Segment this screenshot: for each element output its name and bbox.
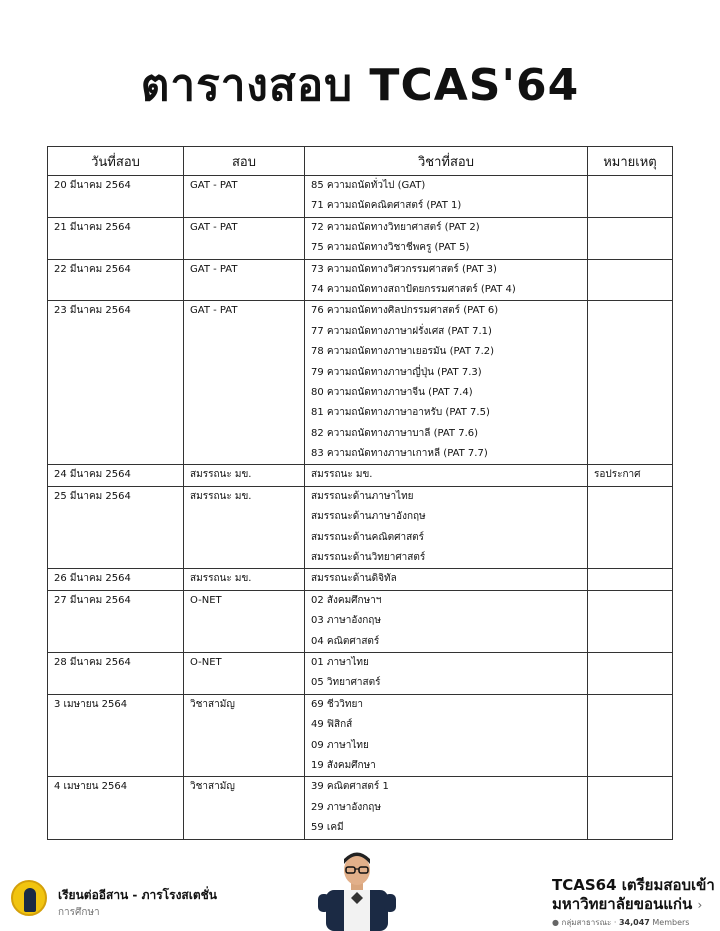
exam-subject: 79 ความถนัดทางภาษาญี่ปุ่น (PAT 7.3) — [311, 366, 482, 378]
exam-subject: สมรรถนะด้านดิจิทัล — [311, 573, 397, 585]
table-row — [48, 486, 673, 569]
exam-date-cell — [48, 465, 184, 486]
exam-note: รอประกาศ — [594, 469, 641, 481]
header-date: วันที่สอบ — [48, 147, 184, 176]
exam-subject: 05 วิทยาศาสตร์ — [311, 677, 381, 689]
exam-note — [594, 301, 672, 321]
exam-date: 21 มีนาคม 2564 — [54, 221, 131, 233]
chevron-right-icon: › — [697, 898, 703, 912]
exam-type-cell — [184, 590, 305, 652]
exam-type-cell — [184, 569, 305, 590]
exam-subjects-cell — [305, 569, 588, 590]
exam-date: 27 มีนาคม 2564 — [54, 594, 131, 606]
exam-type: สมรรถนะ มข. — [190, 469, 252, 481]
table-row — [48, 590, 673, 652]
exam-subjects-cell — [305, 652, 588, 694]
exam-subject: 49 ฟิสิกส์ — [311, 719, 353, 731]
exam-date-cell — [48, 694, 184, 777]
table-row — [48, 259, 673, 301]
group-category: การศึกษา — [58, 907, 100, 918]
exam-note-cell — [588, 217, 673, 259]
exam-type-cell — [184, 694, 305, 777]
exam-type: GAT - PAT — [190, 180, 238, 191]
exam-subjects-cell — [305, 777, 588, 839]
exam-subject: สมรรถนะด้านภาษาอังกฤษ — [311, 511, 426, 523]
exam-subject: 19 สังคมศึกษา — [311, 759, 376, 771]
exam-schedule-table — [47, 146, 673, 840]
header-note: หมายเหตุ — [588, 147, 673, 176]
exam-subject: 83 ความถนัดทางภาษาเกาหลี (PAT 7.7) — [311, 448, 488, 460]
group-avatar[interactable] — [11, 880, 47, 916]
member-count: 34,047 — [618, 918, 650, 927]
exam-subject: 81 ความถนัดทางภาษาอาหรับ (PAT 7.5) — [311, 407, 490, 419]
exam-date: 22 มีนาคม 2564 — [54, 263, 131, 275]
exam-subject: สมรรถนะด้านวิทยาศาสตร์ — [311, 552, 426, 564]
exam-note-cell — [588, 694, 673, 777]
exam-subject: สมรรถนะด้านภาษาไทย — [311, 490, 414, 502]
globe-icon: ● — [552, 918, 559, 927]
exam-date: 26 มีนาคม 2564 — [54, 573, 131, 585]
exam-type: วิชาสามัญ — [190, 781, 235, 793]
exam-subject: 04 คณิตศาสตร์ — [311, 635, 380, 647]
exam-subject: 85 ความถนัดทั่วไป (GAT) — [311, 180, 426, 191]
table-row — [48, 301, 673, 465]
exam-subject: 02 สังคมศึกษาฯ — [311, 594, 382, 606]
exam-subjects-cell — [305, 465, 588, 486]
exam-subject: 39 คณิตศาสตร์ 1 — [311, 781, 389, 793]
facebook-post-footer — [0, 842, 720, 931]
exam-subject: สมรรถนะด้านคณิตศาสตร์ — [311, 531, 425, 543]
exam-type: สมรรถนะ มข. — [190, 573, 252, 585]
post-title-line1: TCAS64 เตรียมสอบเข้า — [552, 876, 715, 894]
exam-subject: 73 ความถนัดทางวิศวกรรมศาสตร์ (PAT 3) — [311, 263, 497, 275]
exam-date: 24 มีนาคม 2564 — [54, 469, 131, 481]
header-exam: สอบ — [184, 147, 305, 176]
exam-note — [594, 218, 672, 238]
exam-date: 3 เมษายน 2564 — [54, 698, 128, 710]
exam-subject: 29 ภาษาอังกฤษ — [311, 801, 381, 813]
exam-date-cell — [48, 217, 184, 259]
exam-subject: สมรรถนะ มข. — [311, 469, 373, 481]
exam-note-cell — [588, 777, 673, 839]
exam-type: O-NET — [190, 594, 222, 606]
table-row — [48, 465, 673, 486]
exam-date: 23 มีนาคม 2564 — [54, 305, 131, 317]
exam-subjects-cell — [305, 486, 588, 569]
exam-type-cell — [184, 652, 305, 694]
exam-note — [594, 260, 672, 280]
table-row — [48, 217, 673, 259]
table-row — [48, 694, 673, 777]
exam-note — [594, 777, 672, 797]
exam-date-cell — [48, 176, 184, 218]
exam-subject: 09 ภาษาไทย — [311, 739, 369, 751]
exam-note-cell — [588, 301, 673, 465]
member-label: Members — [649, 918, 690, 927]
exam-note — [594, 653, 672, 673]
exam-subject: 80 ความถนัดทางภาษาจีน (PAT 7.4) — [311, 386, 473, 398]
exam-type: O-NET — [190, 656, 222, 668]
exam-subject: 75 ความถนัดทางวิชาชีพครู (PAT 5) — [311, 242, 470, 254]
exam-note-cell — [588, 259, 673, 301]
exam-note — [594, 695, 672, 715]
exam-date-cell — [48, 259, 184, 301]
exam-date-cell — [48, 590, 184, 652]
exam-note — [594, 487, 672, 507]
exam-type-cell — [184, 486, 305, 569]
privacy-label: กลุ่มสาธารณะ — [561, 918, 612, 927]
exam-subject: 78 ความถนัดทางภาษาเยอรมัน (PAT 7.2) — [311, 346, 495, 358]
exam-subject: 82 ความถนัดทางภาษาบาลี (PAT 7.6) — [311, 427, 479, 439]
exam-type-cell — [184, 217, 305, 259]
exam-date-cell — [48, 652, 184, 694]
exam-subjects-cell — [305, 590, 588, 652]
exam-subject: 71 ความถนัดคณิตศาสตร์ (PAT 1) — [311, 200, 462, 212]
exam-subjects-cell — [305, 176, 588, 218]
table-header-row — [48, 147, 673, 176]
exam-note-cell — [588, 590, 673, 652]
exam-note-cell — [588, 486, 673, 569]
table-row — [48, 652, 673, 694]
exam-type: GAT - PAT — [190, 263, 238, 275]
exam-date: 20 มีนาคม 2564 — [54, 180, 131, 191]
exam-date: 28 มีนาคม 2564 — [54, 656, 131, 668]
exam-note-cell — [588, 569, 673, 590]
exam-note — [594, 569, 672, 589]
exam-subject: 72 ความถนัดทางวิทยาศาสตร์ (PAT 2) — [311, 221, 480, 233]
exam-type-cell — [184, 176, 305, 218]
exam-subject: 76 ความถนัดทางศิลปกรรมศาสตร์ (PAT 6) — [311, 305, 499, 317]
exam-note-cell — [588, 176, 673, 218]
exam-date-cell — [48, 486, 184, 569]
exam-subject: 03 ภาษาอังกฤษ — [311, 615, 381, 627]
presenter-photo — [318, 846, 396, 931]
exam-type: GAT - PAT — [190, 221, 238, 233]
exam-type-cell — [184, 301, 305, 465]
exam-type-cell — [184, 259, 305, 301]
exam-subject: 77 ความถนัดทางภาษาฝรั่งเศส (PAT 7.1) — [311, 325, 492, 337]
table-row — [48, 777, 673, 839]
exam-date: 25 มีนาคม 2564 — [54, 490, 131, 502]
header-subjects: วิชาที่สอบ — [305, 147, 588, 176]
table-row — [48, 176, 673, 218]
exam-note-cell — [588, 465, 673, 486]
page-title: ตารางสอบ TCAS'64 — [140, 60, 580, 111]
exam-date-cell — [48, 301, 184, 465]
meta-separator: · — [611, 918, 619, 927]
exam-subject: 01 ภาษาไทย — [311, 656, 369, 668]
exam-subject: 59 เคมี — [311, 822, 344, 834]
exam-subjects-cell — [305, 694, 588, 777]
exam-type: วิชาสามัญ — [190, 698, 235, 710]
exam-date-cell — [48, 777, 184, 839]
exam-note — [594, 176, 672, 196]
exam-date: 4 เมษายน 2564 — [54, 781, 128, 793]
exam-type-cell — [184, 465, 305, 486]
exam-subjects-cell — [305, 217, 588, 259]
exam-type-cell — [184, 777, 305, 839]
exam-type: GAT - PAT — [190, 305, 238, 317]
post-title-line2: มหาวิทยาลัยขอนแก่น — [552, 895, 693, 913]
exam-date-cell — [48, 569, 184, 590]
exam-subject: 69 ชีววิทยา — [311, 698, 363, 710]
post-title[interactable] — [552, 876, 720, 915]
exam-note-cell — [588, 652, 673, 694]
exam-type: สมรรถนะ มข. — [190, 490, 252, 502]
exam-note — [594, 591, 672, 611]
group-meta — [552, 916, 689, 929]
group-name[interactable]: เรียนต่ออีสาน - ภารโรงสเตชั่น — [58, 888, 217, 902]
table-row — [48, 569, 673, 590]
exam-subjects-cell — [305, 301, 588, 465]
exam-subjects-cell — [305, 259, 588, 301]
exam-subject: 74 ความถนัดทางสถาปัตยกรรมศาสตร์ (PAT 4) — [311, 283, 516, 295]
person-figure-icon — [24, 888, 36, 912]
